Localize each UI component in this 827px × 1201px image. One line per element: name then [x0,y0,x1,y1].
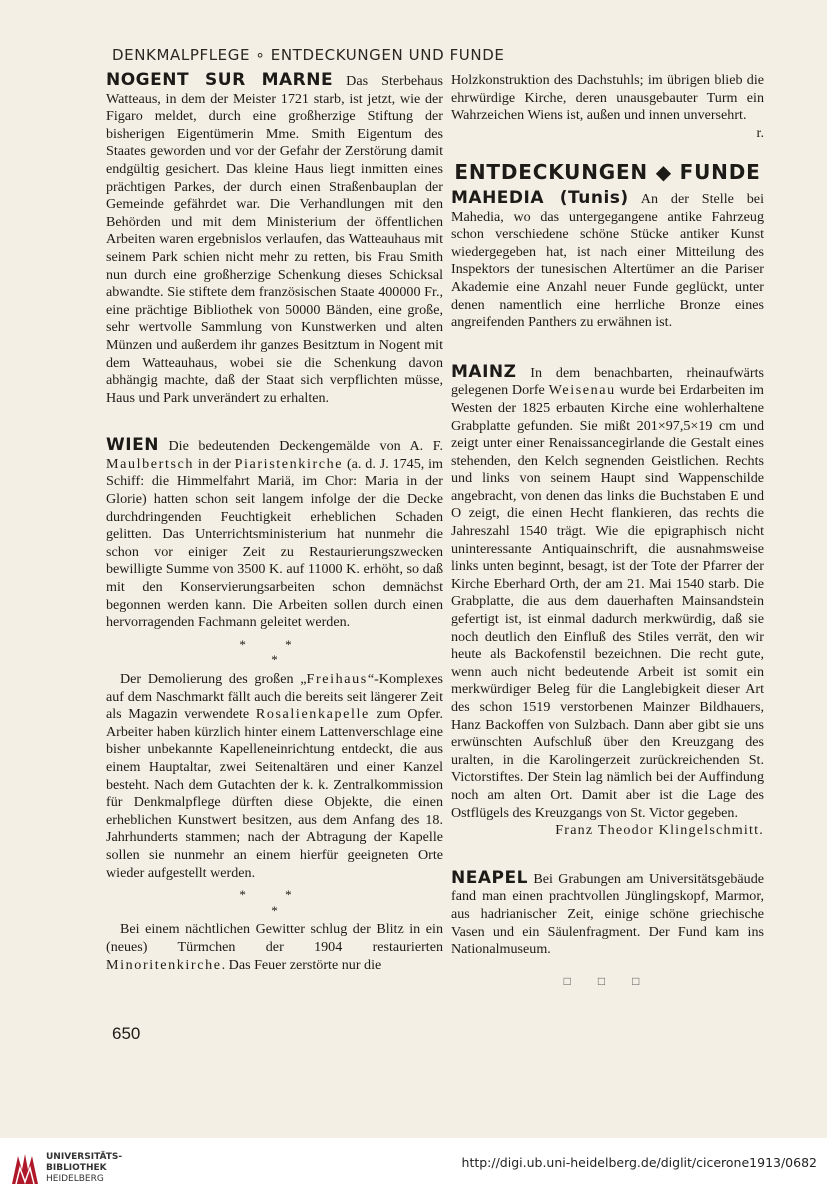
library-logo-text [46,1152,122,1185]
asterism-1: * * [239,636,310,652]
wien-name: Maulbertsch [106,455,195,472]
wien-text-a: Die bedeutenden Deckengemälde von A. F. [158,438,443,455]
article-demolierung [106,671,443,882]
section-title: ENTDECKUNGEN ◆ FUNDE [454,160,761,185]
asterism-1-bottom: * [271,652,278,668]
footer-bar [0,1138,827,1201]
source-url-link[interactable]: http://digi.ub.uni-heidelberg.de/diglit/cicerone1913/0682 [461,1155,817,1170]
heading-mahedia: MAHEDIA (Tunis) [451,187,629,208]
demol-freihaus: Freihaus [306,671,368,687]
demol-kapelle: Rosalienkapelle [255,706,370,723]
continuation-text: Holzkonstruktion des Dachstuhls; im übrigen blieb die ehrwürdige Kirche, deren unausgebauter Turm ein Wahrzeichen Wiens ist, außen und innen unversehrt. [451,72,764,124]
asterism-2-bottom: * [271,902,278,918]
wien-text-c: (a. d. J. 1745, im Schiff: die Himmelfahrt Mariä, im Chor: Maria in der Glorie) hatten schon seit langem infolge der die Decke durchdringenden Feuchtigkeit erheblichen Schaden gelitten. Das Unterrichtsministerium hat nunmehr die schon vor einiger Zeit zu Restaurierungszwecken bewilligte Summe von 3500 K. auf 11000 K. erhöht, so daß mit den Konservierungsarbeiten schon demnächst begonnen werden kann. Die Arbeiten sollen durch einen hervorragenden Fachmann geleitet werden. [106,455,444,631]
wien-text-b: in der [194,455,235,472]
gewitter-text-b: . Das Feuer zerstörte nur die [221,956,382,973]
heading-wien: WIEN [106,435,159,456]
article-continuation [451,72,764,125]
wien-church: Piaristenkirche [234,455,344,472]
article-mahedia [451,187,764,332]
running-head: DENKMALPFLEGE ∘ ENTDECKUNGEN UND FUNDE [112,46,505,64]
continuation-signature: r. [756,124,764,141]
logo-line-2: BIBLIOTHEK [46,1163,107,1173]
gewitter-kirche: Minoritenkirche [106,956,222,973]
heading-nogent: NOGENT SUR MARNE [106,70,334,90]
mahedia-text: An der Stelle bei Mahedia, wo das untergegangene antike Fahrzeug schon verschiedene schöne Stücke antiker Kunst wiedergegeben hat, ist nach einer Mitteilung des Inspektors der tunesischen Altertümer an die Pariser Akademie eine Anzahl neuer Funde geglückt, unter denen namentlich eine herrliche Bronze eines angreifenden Panthers zu erwähnen ist. [451,190,764,331]
mainz-signature: Franz Theodor Klingelschmitt. [555,822,764,839]
article-nogent [106,72,443,407]
mainz-text-a: In dem benachbarten, rheinaufwärts gelegenen Dorfe [451,364,764,399]
demol-text-b: “-Komplexes auf dem Naschmarkt fällt auch die bereits seit längerer Zeit als Magazin verwendete [106,671,443,723]
article-mainz [451,361,764,822]
right-column [451,72,764,990]
gewitter-text-a: Bei einem nächtlichen Gewitter schlug der Blitz in ein (neues) Türmchen der 1904 restaurierten [106,921,443,955]
mainz-text-b: wurde bei Erdarbeiten im Westen der 1825 erbauten Kirche eine wohlerhaltene Grabplatte gefunden. Sie mißt 201×97,5×19 cm und zeigt unter einer Renaissancegirlande die Gestalt eines stehenden, den Kelch segnenden Geistlichen. Rechts und links von seinem Haupt sind Wappenschilde angebracht, von denen das links die Buchstaben E und O zeigt, die einen Hecht flankieren, das rechts die Jahreszahl 1540 trägt. Wie die epigraphisch nicht uninteressante Antiquainschrift, die ausnahmsweise links unten beginnt, besagt, ist der Tote der Pfarrer der Kirche Eberhard Orth, der am 21. Mai 1540 starb. Die Grabplatte, die aus dem dauerhaften Mainsandstein gefertigt ist, ist einmal dadurch merkwürdig, daß sie noch deutlich den Einfluß des Stiles verrät, den wir heute als Backofenstil bezeichnen. Die recht gute, wenn auch nicht bedeutende Arbeit ist somit ein merkwürdiger Beleg für die Langlebigkeit dieser Art des schon 1519 verstorbenen Mainzer Bildhauers, Hanz Backoffen von Sulzbach. Dann aber gibt sie uns erwünschten Aufschluß über den Kreuzgang des uralten, in die Karolingerzeit zurückreichenden St. Victorstiftes. Der Stein lag nämlich bei der Auffindung noch am alten Ort. Damit aber ist die Lage des Ostflügels des Kreuzgangs von St. Victor gegeben. [451,382,764,821]
left-column [106,72,443,974]
nogent-text: Das Sterbehaus Watteaus, in dem der Meister 1721 starb, ist jetzt, wie der Figaro meldet, durch eine großherzige Stiftung der bisherigen Eigentümerin Mme. Smith Eigentum des Staates geworden und vor der Gefahr der Zerstörung damit endgültig gesichert. Das kleine Haus liegt inmitten eines prächtigen Parkes, der durch einen Straßenbauplan der Gemeinde gefährdet war. Die Verhandlungen mit den Behörden und mit dem Ministerium der öffentlichen Arbeiten waren ergebnislos verlaufen, das Watteauhaus mit seinem Park schien nicht mehr zu retten, bis Frau Smith nun durch eine großherzige Schenkung dieses Schicksal abwandte. Sie stiftete dem französischen Staate 400000 Fr., eine prächtige Bibliothek von 50000 Bänden, eine große, sehr wertvolle Sammlung von Kunstwerken und alten Münzen und außerdem ihr ganzes Besitztum in Nogent mit dem Watteauhaus, wobei sie die Schenkung davon abhängig machte, daß der Staat sich verpflichten müsse, Haus und Park unverändert zu erhalten. [106,73,443,406]
logo-line-1: UNIVERSITÄTS- [46,1152,123,1162]
logo-line-3: HEIDELBERG [46,1174,104,1184]
heading-mainz: MAINZ [451,361,517,382]
article-wien [106,437,443,632]
library-logo-icon [10,1152,40,1190]
article-gewitter [106,921,443,974]
article-neapel [451,867,764,959]
asterism-2: * * [239,887,310,903]
heading-neapel: NEAPEL [451,867,528,888]
mainz-weisenau: Weisenau [548,382,616,399]
page-number: 650 [112,1024,141,1043]
demol-text-a: Der Demolierung des großen „ [120,671,307,687]
demol-text-c: zum Opfer. Arbeiter haben kürzlich hinter einem Lattenverschlage eine bisher unbekannte Kapelleneinrichtung entdeckt, die aus einem Hauptaltar, zwei Seitenaltären und einer Kanzel besteht. Nach dem Gutachten der k. k. Zentralkommission für Denkmalpflege dürften diese Objekte, die einen erheblichen Kunstwert besitzen, aus dem Anfang des 18. Jahrhunderts stammen; nach der Abtragung der Kapelle sollen sie nunmehr an einem hierfür geeigneten Orte wieder aufgestellt werden. [106,706,443,881]
neapel-text: Bei Grabungen am Universitätsgebäude fand man einen prachtvollen Jünglingskopf, Marmor, aus hadrianischer Zeit, einige schöne griechische Vasen und ein Säulenfragment. Der Fund kam ins Nationalmuseum. [451,870,764,958]
end-ornament: □ □ □ [563,973,652,988]
